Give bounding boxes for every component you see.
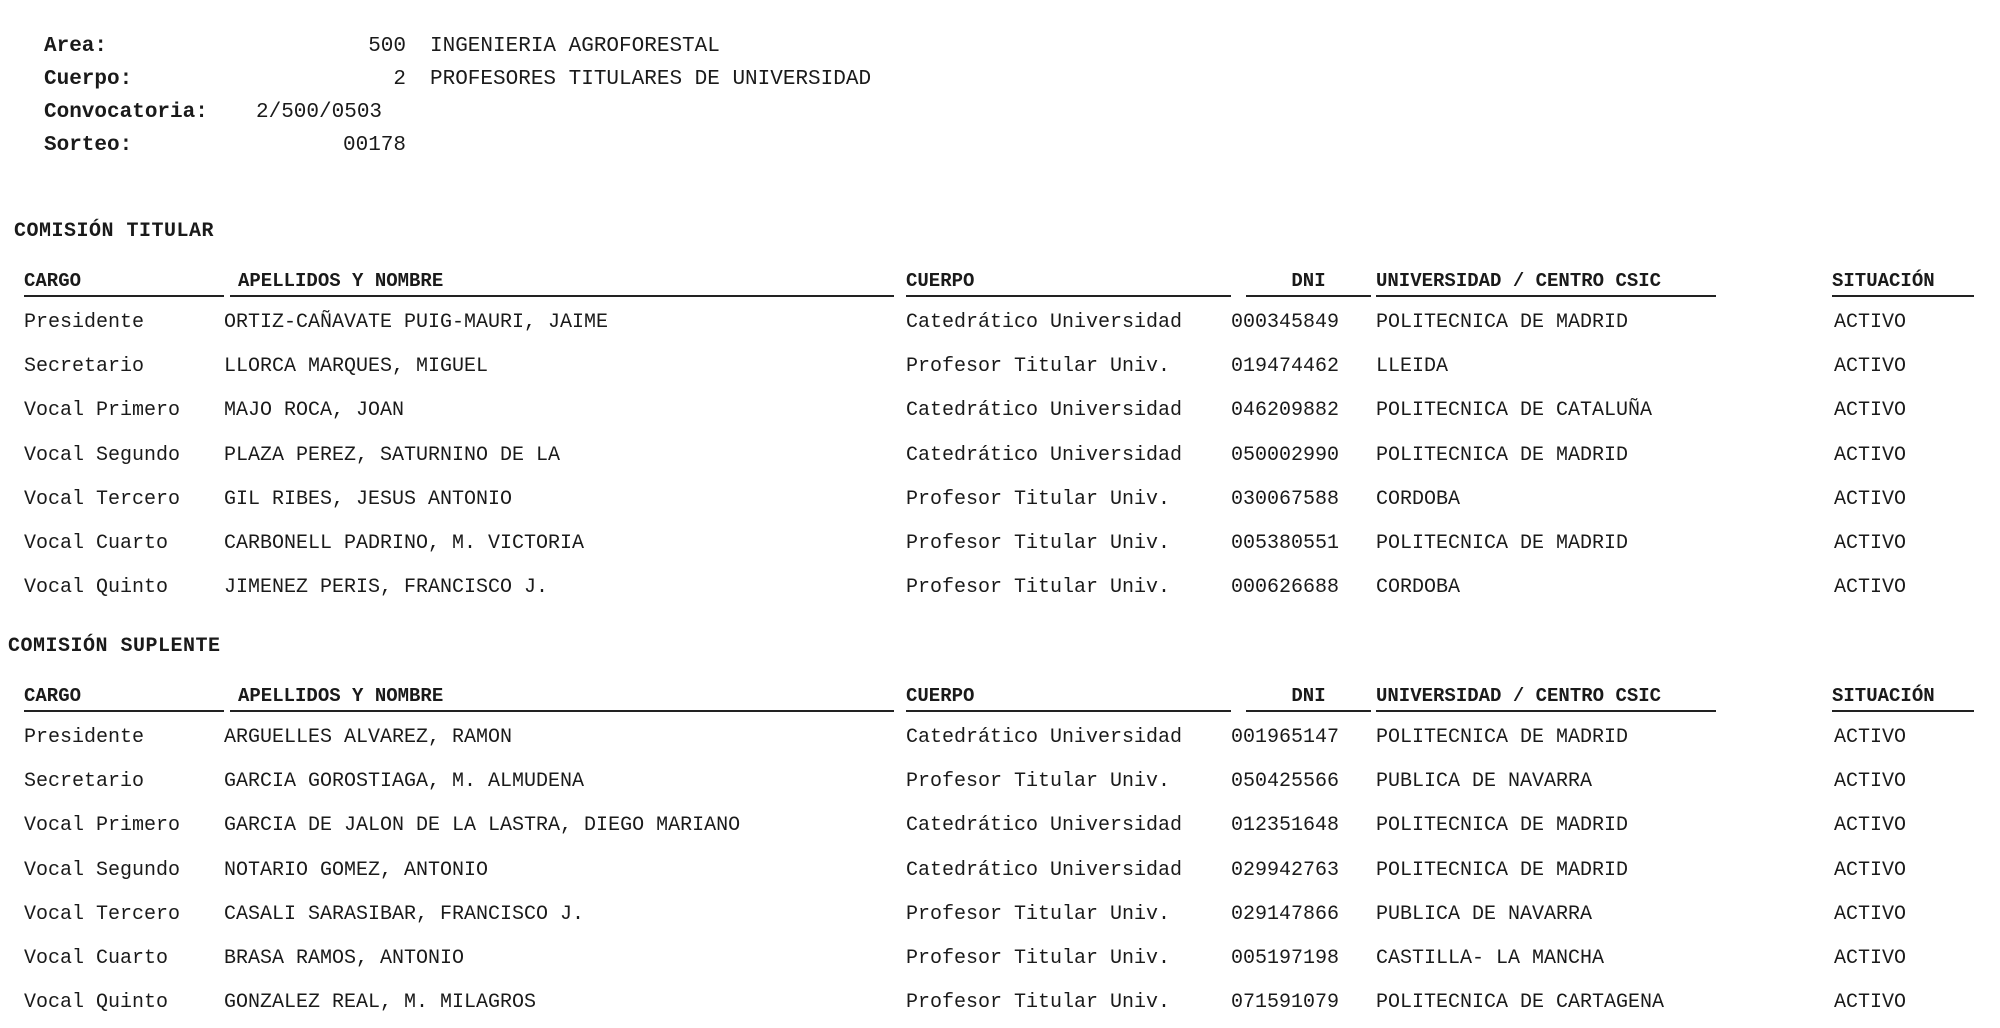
cell-cuerpo: Catedrático Universidad [906,726,1183,749]
cell-situacion: ACTIVO [1834,443,1907,467]
table-row [24,940,1974,984]
col-header-universidad: UNIVERSIDAD / CENTRO CSIC [1376,268,1716,297]
cell-universidad: POLITECNICA DE MADRID [1376,726,1629,749]
table-row [24,348,1974,392]
table-row [24,304,1974,348]
cell-cuerpo: Catedrático Universidad [906,814,1183,838]
cell-cargo: Vocal Segundo [24,858,181,882]
cell-cargo: Presidente [24,726,145,749]
cell-dni: 046209882 [1231,399,1340,423]
cell-cuerpo: Profesor Titular Univ. [906,355,1171,379]
sorteo-row [44,129,871,162]
col-header-dni: DNI [1246,268,1371,297]
cell-situacion: ACTIVO [1834,355,1907,379]
cuerpo-code: 2 [393,68,406,91]
cell-cargo: Presidente [24,311,145,334]
cell-cuerpo: Profesor Titular Univ. [906,770,1171,794]
cell-dni: 050002990 [1231,443,1340,467]
col-header-dni: DNI [1246,683,1371,712]
cell-situacion: ACTIVO [1834,946,1907,970]
cell-cuerpo: Catedrático Universidad [906,443,1183,467]
cell-cargo: Vocal Quinto [24,991,169,1015]
convocatoria-row [44,96,871,129]
col-header-situacion: SITUACIÓN [1832,268,1974,297]
table-row [24,437,1974,481]
col-header-cargo: CARGO [24,268,224,297]
cell-universidad: PUBLICA DE NAVARRA [1376,770,1593,794]
cell-nombre: PLAZA PEREZ, SATURNINO DE LA [224,443,561,467]
sorteo-value: 00178 [342,134,406,157]
cell-cargo: Secretario [24,770,145,794]
section-title-suplente: COMISIÓN SUPLENTE [8,635,221,658]
cell-cargo: Vocal Quinto [24,576,169,600]
section-title-titular: COMISIÓN TITULAR [14,220,215,243]
area-row [44,30,871,63]
cell-universidad: POLITECNICA DE MADRID [1376,814,1629,838]
cell-nombre: BRASA RAMOS, ANTONIO [224,946,465,970]
cell-cargo: Vocal Tercero [24,902,181,926]
cell-nombre: GARCIA DE JALON DE LA LASTRA, DIEGO MARIANO [224,814,741,838]
cell-cargo: Vocal Tercero [24,487,181,511]
area-code: 500 [368,35,406,58]
cell-cargo: Vocal Cuarto [24,946,169,970]
cell-dni: 001965147 [1231,726,1340,749]
cell-dni: 050425566 [1231,770,1340,794]
cell-cuerpo: Profesor Titular Univ. [906,946,1171,970]
cuerpo-description: PROFESORES TITULARES DE UNIVERSIDAD [430,68,872,91]
table-row [24,525,1974,569]
table-row [24,392,1974,436]
cell-cuerpo: Profesor Titular Univ. [906,991,1171,1015]
cell-cuerpo: Profesor Titular Univ. [906,576,1171,600]
cell-cargo: Vocal Segundo [24,443,181,467]
table-titular [24,268,1974,613]
cell-cargo: Vocal Cuarto [24,531,169,555]
cell-dni: 030067588 [1231,487,1340,511]
col-header-cargo: CARGO [24,683,224,712]
cell-cuerpo: Catedrático Universidad [906,858,1183,882]
cell-nombre: ORTIZ-CAÑAVATE PUIG-MAURI, JAIME [224,311,609,334]
cell-nombre: MAJO ROCA, JOAN [224,399,405,423]
col-header-nombre: APELLIDOS Y NOMBRE [230,268,894,297]
cell-cargo: Vocal Primero [24,399,181,423]
cell-situacion: ACTIVO [1834,487,1907,511]
table-row [24,984,1974,1028]
cell-nombre: NOTARIO GOMEZ, ANTONIO [224,858,489,882]
cell-cuerpo: Profesor Titular Univ. [906,902,1171,926]
cell-dni: 029942763 [1231,858,1340,882]
table-row [24,719,1974,763]
cell-situacion: ACTIVO [1834,726,1907,749]
cell-universidad: PUBLICA DE NAVARRA [1376,902,1593,926]
table-header [24,683,1974,719]
cell-cargo: Vocal Primero [24,814,181,838]
cell-situacion: ACTIVO [1834,770,1907,794]
cell-dni: 029147866 [1231,902,1340,926]
cell-universidad: CORDOBA [1376,487,1461,511]
cell-universidad: POLITECNICA DE MADRID [1376,443,1629,467]
cell-nombre: GIL RIBES, JESUS ANTONIO [224,487,513,511]
cell-nombre: JIMENEZ PERIS, FRANCISCO J. [224,576,549,600]
table-row [24,852,1974,896]
table-row [24,569,1974,613]
sorteo-label: Sorteo: [44,134,133,157]
cell-cuerpo: Catedrático Universidad [906,311,1183,334]
col-header-nombre: APELLIDOS Y NOMBRE [230,683,894,712]
col-header-cuerpo: CUERPO [906,683,1231,712]
cell-dni: 005380551 [1231,531,1340,555]
cell-dni: 000345849 [1231,311,1340,334]
cell-situacion: ACTIVO [1834,576,1907,600]
cell-cuerpo: Catedrático Universidad [906,399,1183,423]
col-header-universidad: UNIVERSIDAD / CENTRO CSIC [1376,683,1716,712]
table-header [24,268,1974,304]
cell-dni: 005197198 [1231,946,1340,970]
table-row [24,896,1974,940]
document-header [44,30,871,162]
table-row [24,481,1974,525]
cell-situacion: ACTIVO [1834,311,1907,334]
cell-dni: 019474462 [1231,355,1340,379]
area-description: INGENIERIA AGROFORESTAL [430,35,720,58]
cell-situacion: ACTIVO [1834,858,1907,882]
table-row [24,807,1974,851]
cell-universidad: CASTILLA- LA MANCHA [1376,946,1605,970]
cell-dni: 000626688 [1231,576,1340,600]
cell-situacion: ACTIVO [1834,991,1907,1015]
cuerpo-row [44,63,871,96]
cell-nombre: GONZALEZ REAL, M. MILAGROS [224,991,537,1015]
cell-nombre: CARBONELL PADRINO, M. VICTORIA [224,531,585,555]
col-header-situacion: SITUACIÓN [1832,683,1974,712]
cuerpo-label: Cuerpo: [44,68,133,91]
cell-universidad: POLITECNICA DE CARTAGENA [1376,991,1665,1015]
cell-nombre: CASALI SARASIBAR, FRANCISCO J. [224,902,585,926]
cell-situacion: ACTIVO [1834,902,1907,926]
cell-universidad: POLITECNICA DE MADRID [1376,311,1629,334]
table-suplente [24,683,1974,1028]
table-row [24,763,1974,807]
cell-nombre: GARCIA GOROSTIAGA, M. ALMUDENA [224,770,585,794]
area-label: Area: [44,35,108,58]
col-header-cuerpo: CUERPO [906,268,1231,297]
convocatoria-label: Convocatoria: [44,101,208,124]
cell-cuerpo: Profesor Titular Univ. [906,531,1171,555]
cell-situacion: ACTIVO [1834,531,1907,555]
cell-situacion: ACTIVO [1834,399,1907,423]
cell-dni: 012351648 [1231,814,1340,838]
cell-cargo: Secretario [24,355,145,379]
cell-nombre: LLORCA MARQUES, MIGUEL [224,355,489,379]
cell-universidad: POLITECNICA DE CATALUÑA [1376,399,1653,423]
cell-universidad: LLEIDA [1376,355,1449,379]
cell-universidad: POLITECNICA DE MADRID [1376,531,1629,555]
cell-universidad: POLITECNICA DE MADRID [1376,858,1629,882]
cell-cuerpo: Profesor Titular Univ. [906,487,1171,511]
cell-nombre: ARGUELLES ALVAREZ, RAMON [224,726,513,749]
cell-dni: 071591079 [1231,991,1340,1015]
cell-situacion: ACTIVO [1834,814,1907,838]
cell-universidad: CORDOBA [1376,576,1461,600]
convocatoria-value: 2/500/0503 [256,101,383,124]
